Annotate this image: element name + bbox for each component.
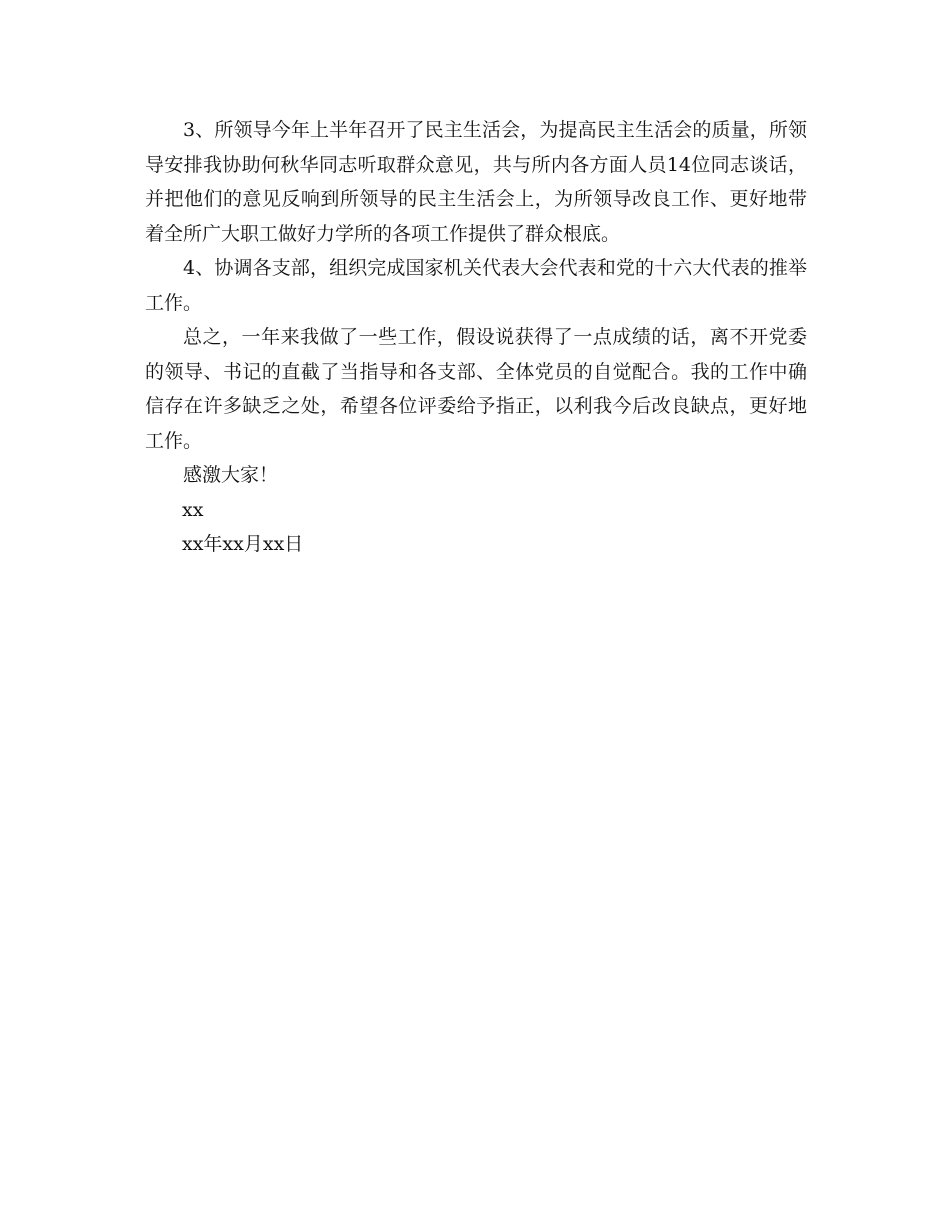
paragraph-thanks: 感激大家！ xyxy=(183,464,279,486)
document-body xyxy=(145,113,807,562)
signature-name: xx xyxy=(182,498,204,521)
paragraph-summary: 总之，一年来我做了一些工作，假设说获得了一点成绩的话，离不开党委的领导、书记的直截了当指导和各支部、全体党员的自觉配合。我的工作中确信存在许多缺乏之处，希望各位评委给予指正，以利我今后改良缺点，更好地工作。 xyxy=(145,326,807,452)
paragraph-item-3: 3、所领导今年上半年召开了民主生活会，为提高民主生活会的质量，所领导安排我协助何秋华同志听取群众意见，共与所内各方面人员14位同志谈话，并把他们的意见反响到所领导的民主生活会上，为所领导改良工作、更好地带着全所广大职工做好力学所的各项工作提供了群众根底。 xyxy=(145,119,807,245)
paragraph-item-4: 4、协调各支部，组织完成国家机关代表大会代表和党的十六大代表的推举工作。 xyxy=(145,257,807,314)
signature-date: xx年xx月xx日 xyxy=(182,533,304,555)
